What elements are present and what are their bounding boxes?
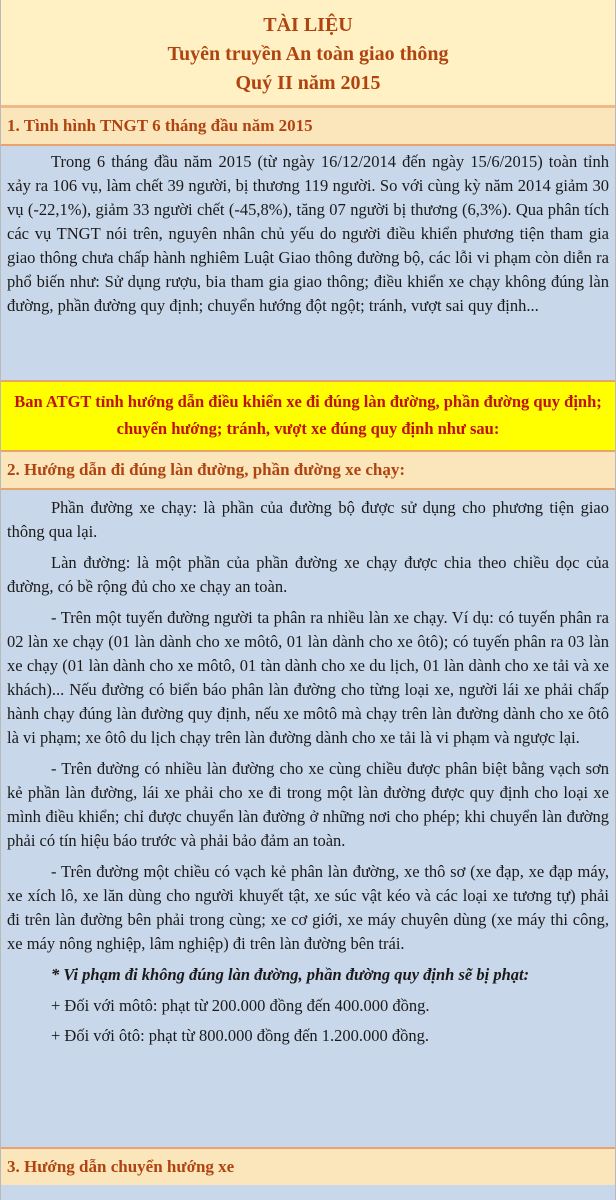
section-3-heading: 3. Hướng dẫn chuyển hướng xe <box>1 1147 615 1185</box>
section-2-paragraph-5: - Trên đường một chiều có vạch kẻ phân làn đường, xe thô sơ (xe đạp, xe đạp máy, xe xích lô, xe lăn dùng cho người khuyết tật, xe súc vật kéo và các loại xe tương tự) phải đi trên làn đường bên phải trong cùng; xe cơ giới, xe máy chuyên dùng (xe máy thi công, xe máy nông nghiệp, lâm nghiệp) đi trên làn đường bên trái. <box>7 862 609 953</box>
section-1-paragraph: Trong 6 tháng đầu năm 2015 (từ ngày 16/12/2014 đến ngày 15/6/2015) toàn tỉnh xảy ra 106 vụ, làm chết 39 người, bị thương 119 người. So với cùng kỳ năm 2014 giảm 30 vụ (-22,1%), giảm 33 người chết (-45,8%), tăng 07 người bị thương (6,3%). Qua phân tích các vụ TNGT nói trên, nguyên nhân chủ yếu do người điều khiển phương tiện tham gia giao thông chưa chấp hành nghiêm Luật Giao thông đường bộ, các lỗi vi phạm còn diễn ra phổ biến như: Sử dụng rượu, bia tham gia giao thông; điều khiển xe chạy không đúng làn đường, phần đường quy định; chuyển hướng đột ngột; tránh, vượt sai quy định... <box>7 152 609 315</box>
instruction-banner: Ban ATGT tỉnh hướng dẫn điều khiển xe đi đúng làn đường, phần đường quy định; chuyển hướng; tránh, vượt xe đúng quy định như sau: <box>1 380 615 450</box>
penalty-heading: * Vi phạm đi không đúng làn đường, phần đường quy định sẽ bị phạt: <box>51 965 530 984</box>
section-2-paragraph-1: Phần đường xe chạy: là phần của đường bộ được sử dụng cho phương tiện giao thông qua lại. <box>7 498 609 541</box>
section-2-paragraph-3: - Trên một tuyến đường người ta phân ra nhiều làn xe chạy. Ví dụ: có tuyến phân ra 02 làn xe chạy (01 làn dành cho xe môtô, 01 làn dành cho xe ôtô); có tuyến phân ra 03 làn xe chạy (01 làn dành cho xe môtô, 01 tàn dành cho xe du lịch, 01 làn dành cho xe tải và xe khách)... Nếu đường có biển báo phân làn đường cho từng loại xe, người lái xe phải chấp hành chạy đúng làn đường quy định, nếu xe môtô mà chạy trên làn đường dành cho xe ôtô là vi phạm; xe ôtô du lịch chạy trên làn đường dành cho xe tải là vi phạm và ngược lại. <box>7 608 609 747</box>
section-2-heading: 2. Hướng dẫn đi đúng làn đường, phần đường xe chạy: <box>1 450 615 490</box>
penalty-car: + Đối với ôtô: phạt từ 800.000 đồng đến 1.200.000 đồng. <box>51 1026 430 1045</box>
section-2-paragraph-4: - Trên đường có nhiều làn đường cho xe cùng chiều được phân biệt bằng vạch sơn kẻ phần làn đường, lái xe phải cho xe đi trong một làn đường được quy định cho loại xe mình điều khiển; chỉ được chuyển làn đường ở những nơi cho phép; khi chuyển làn đường phải có tín hiệu báo trước và phải bảo đảm an toàn. <box>7 759 609 850</box>
section-2-paragraph-2: Làn đường: là một phần của phần đường xe chạy được chia theo chiều dọc của đường, có bề rộng đủ cho xe chạy an toàn. <box>7 553 609 596</box>
section-1-heading: 1. Tình hình TNGT 6 tháng đầu năm 2015 <box>1 108 615 146</box>
title-line-1: TÀI LIỆU <box>263 14 353 36</box>
document-title <box>1 0 615 105</box>
penalty-moto: + Đối với môtô: phạt từ 200.000 đồng đến 400.000 đồng. <box>51 996 430 1015</box>
title-line-2: Tuyên truyền An toàn giao thông <box>167 43 449 65</box>
title-line-3: Quý II năm 2015 <box>235 72 381 94</box>
section-1-body <box>1 146 615 380</box>
section-2-body <box>1 490 615 1147</box>
